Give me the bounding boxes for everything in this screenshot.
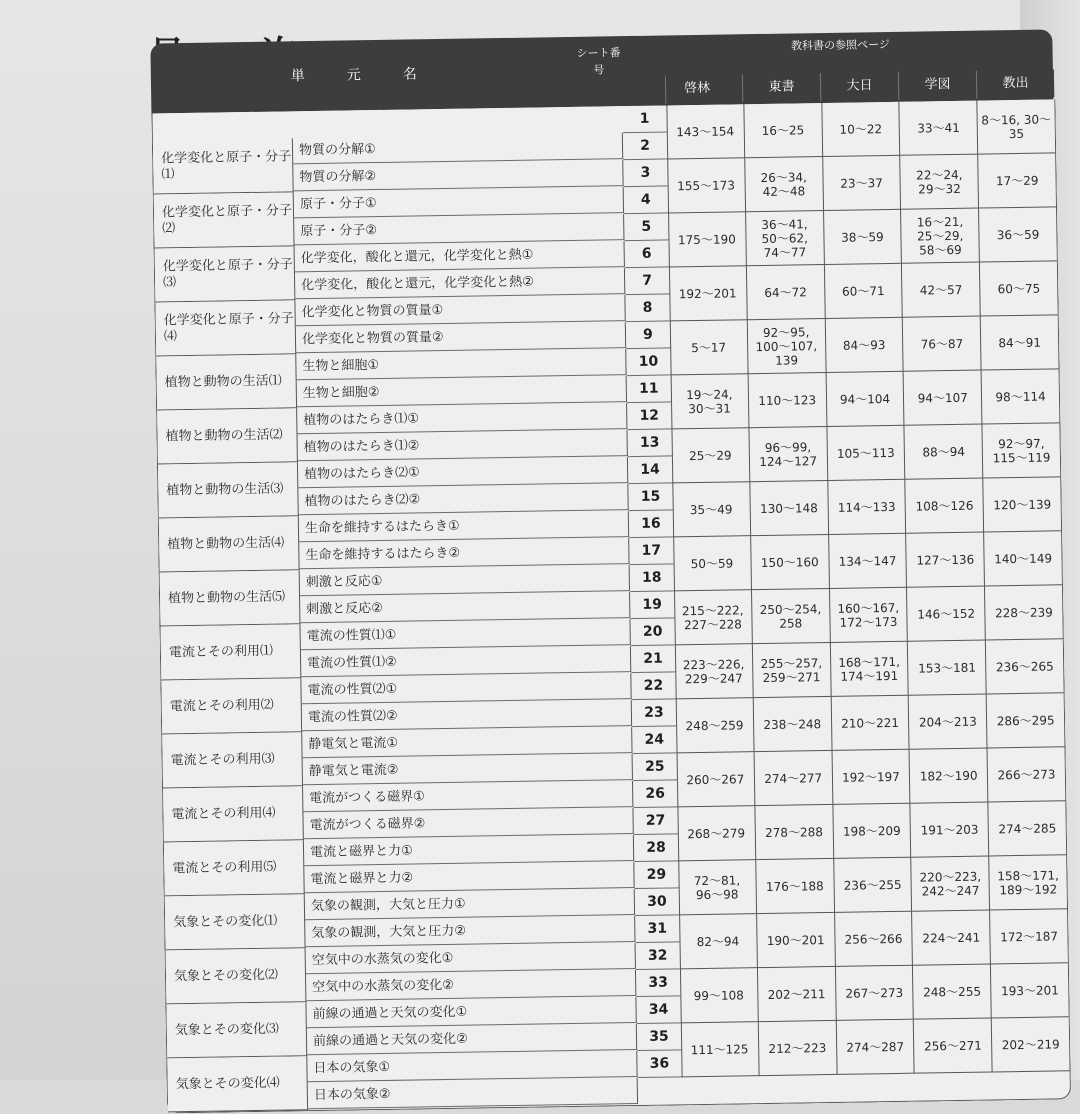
topic-title: 電流と磁界と力② xyxy=(304,862,634,893)
sheet-number: 20 xyxy=(630,618,675,646)
unit-name: 気象とその変化⑵ xyxy=(166,948,307,1004)
header-publisher-kyoiku-shuppan: 教出 xyxy=(976,69,1054,98)
reference-pages-row xyxy=(669,261,1058,321)
sheet-number: 11 xyxy=(627,375,672,403)
topic-title: 生物と細胞② xyxy=(297,376,627,407)
reference-pages-row xyxy=(675,639,1064,699)
reference-page-cell: 228〜239 xyxy=(985,585,1063,640)
reference-page-cell: 111〜125 xyxy=(681,1022,760,1077)
reference-page-cell: 114〜133 xyxy=(828,480,907,535)
reference-page-cell: 274〜287 xyxy=(836,1020,915,1075)
sheet-number: 28 xyxy=(634,834,679,862)
sheet-number: 18 xyxy=(630,564,675,592)
reference-page-cell: 16〜25 xyxy=(744,103,823,158)
topic-title: 植物のはたらき⑵② xyxy=(298,484,628,515)
topic-title: 化学変化と物質の質量② xyxy=(296,322,626,353)
reference-page-cell: 220〜223, 242〜247 xyxy=(912,856,991,911)
reference-page-cell: 256〜271 xyxy=(914,1018,993,1073)
reference-page-cell: 108〜126 xyxy=(906,479,985,534)
sheet-number: 9 xyxy=(626,321,671,349)
reference-page-cell: 92〜97, 115〜119 xyxy=(983,423,1061,478)
reference-page-cell: 248〜255 xyxy=(913,964,992,1019)
sheet-number: 8 xyxy=(625,294,670,322)
topic-title: 生命を維持するはたらき② xyxy=(299,538,629,569)
reference-pages-row xyxy=(680,963,1069,1023)
sheet-number: 17 xyxy=(629,537,674,565)
topic-title: 電流の性質⑴① xyxy=(300,619,630,650)
reference-pages-row xyxy=(678,855,1067,915)
reference-page-cell: 250〜254, 258 xyxy=(752,589,831,644)
sheet-number: 13 xyxy=(627,429,672,457)
reference-pages-row xyxy=(671,423,1060,483)
reference-pages-row xyxy=(674,585,1063,645)
reference-page-cell: 130〜148 xyxy=(750,481,829,536)
reference-pages-row xyxy=(667,153,1056,213)
reference-page-cell: 33〜41 xyxy=(900,101,979,156)
reference-page-cell: 5〜17 xyxy=(670,320,749,375)
reference-page-cell: 26〜34, 42〜48 xyxy=(745,157,824,212)
reference-page-cell: 202〜219 xyxy=(992,1017,1070,1072)
reference-page-cell: 176〜188 xyxy=(756,859,835,914)
reference-page-cell: 25〜29 xyxy=(671,428,750,483)
reference-page-cell: 193〜201 xyxy=(991,963,1069,1018)
topic-title: 化学変化，酸化と還元，化学変化と熱① xyxy=(295,241,625,272)
reference-page-cell: 94〜107 xyxy=(904,371,983,426)
sheet-number: 6 xyxy=(625,240,670,268)
reference-page-cell: 60〜75 xyxy=(980,261,1058,316)
topic-title: 日本の気象② xyxy=(308,1078,638,1109)
reference-page-cell: 38〜59 xyxy=(824,210,903,265)
sheet-number: 30 xyxy=(635,888,680,916)
reference-page-cell: 120〜139 xyxy=(983,477,1061,532)
reference-page-cell: 98〜114 xyxy=(982,369,1060,424)
topic-title: 前線の通過と天気の変化② xyxy=(307,1024,637,1055)
topic-title: 日本の気象① xyxy=(307,1051,637,1082)
reference-page-cell: 223〜226, 229〜247 xyxy=(675,644,754,699)
header-publisher-dainippon: 大日 xyxy=(820,72,898,101)
contents-table xyxy=(122,9,1060,1104)
reference-pages-row xyxy=(679,909,1068,969)
reference-page-cell: 88〜94 xyxy=(905,425,984,480)
sheet-number: 1 xyxy=(622,105,667,133)
topic-title: 気象の観測，大気と圧力② xyxy=(305,916,635,947)
sheet-number: 3 xyxy=(623,159,668,187)
unit-name: 化学変化と原子・分子⑶ xyxy=(155,246,296,302)
sheet-number: 16 xyxy=(629,510,674,538)
sheet-number: 19 xyxy=(630,591,675,619)
reference-page-cell: 22〜24, 29〜32 xyxy=(901,155,980,210)
sheet-number: 2 xyxy=(623,132,668,160)
unit-name: 電流とその利用⑵ xyxy=(161,678,302,734)
topic-title: 電流の性質⑵② xyxy=(302,700,632,731)
sheet-number: 33 xyxy=(636,969,681,997)
sheet-number: 36 xyxy=(637,1050,682,1078)
reference-page-cell: 60〜71 xyxy=(824,264,903,319)
unit-name: 化学変化と原子・分子⑷ xyxy=(155,300,296,356)
unit-name: 植物と動物の生活⑸ xyxy=(160,570,301,626)
topic-title: 生物と細胞① xyxy=(296,349,626,380)
topic-title: 物質の分解② xyxy=(293,160,623,191)
sheet-number: 10 xyxy=(626,348,671,376)
reference-page-cell: 238〜248 xyxy=(753,697,832,752)
reference-page-cell: 84〜93 xyxy=(825,318,904,373)
sheet-number: 27 xyxy=(633,807,678,835)
reference-pages-row xyxy=(681,1017,1070,1077)
reference-page-cell: 215〜222, 227〜228 xyxy=(674,590,753,645)
reference-page-cell: 36〜41, 50〜62, 74〜77 xyxy=(746,211,825,266)
topic-title: 電流の性質⑴② xyxy=(301,646,631,677)
reference-pages-row xyxy=(671,369,1060,429)
reference-page-cell: 212〜223 xyxy=(759,1021,838,1076)
unit-name: 気象とその変化⑴ xyxy=(165,894,306,950)
reference-pages-row xyxy=(677,801,1066,861)
reference-page-cell: 190〜201 xyxy=(757,913,836,968)
reference-pages-row xyxy=(666,99,1055,159)
unit-name: 化学変化と原子・分子⑵ xyxy=(154,192,295,248)
reference-page-cell: 236〜255 xyxy=(834,858,913,913)
reference-page-cell: 76〜87 xyxy=(903,317,982,372)
sheet-number: 23 xyxy=(632,699,677,727)
reference-page-cell: 172〜187 xyxy=(990,909,1068,964)
reference-page-cell: 72〜81, 96〜98 xyxy=(678,860,757,915)
reference-page-cell: 99〜108 xyxy=(680,968,759,1023)
reference-page-cell: 175〜190 xyxy=(668,212,747,267)
reference-page-cell: 110〜123 xyxy=(748,373,827,428)
reference-page-cell: 8〜16, 30〜35 xyxy=(978,99,1056,154)
topic-title: 空気中の水蒸気の変化② xyxy=(306,970,636,1001)
unit-name: 植物と動物の生活⑷ xyxy=(159,516,300,572)
table-body xyxy=(151,99,1071,1113)
reference-page-cell: 92〜95, 100〜107, 139 xyxy=(748,319,827,374)
topic-title: 静電気と電流① xyxy=(302,727,632,758)
sheet-number: 15 xyxy=(628,483,673,511)
sheet-number: 14 xyxy=(628,456,673,484)
reference-page-cell: 96〜99, 124〜127 xyxy=(749,427,828,482)
topic-title: 原子・分子① xyxy=(294,187,624,218)
reference-page-cell: 202〜211 xyxy=(758,967,837,1022)
unit-name: 気象とその変化⑷ xyxy=(167,1056,308,1112)
reference-page-cell: 150〜160 xyxy=(751,535,830,590)
topic-title: 電流の性質⑵① xyxy=(301,673,631,704)
reference-page-cell: 204〜213 xyxy=(909,694,988,749)
topic-title: 生命を維持するはたらき① xyxy=(299,511,629,542)
reference-page-cell: 50〜59 xyxy=(673,536,752,591)
topic-title: 電流がつくる磁界② xyxy=(303,808,633,839)
reference-page-cell: 192〜201 xyxy=(669,266,748,321)
reference-page-cell: 158〜171, 189〜192 xyxy=(989,855,1067,910)
reference-page-cell: 16〜21, 25〜29, 58〜69 xyxy=(901,209,980,264)
topic-title: 植物のはたらき⑵① xyxy=(298,457,628,488)
reference-pages-row xyxy=(670,315,1059,375)
sheet-number: 34 xyxy=(636,996,681,1024)
unit-name: 気象とその変化⑶ xyxy=(166,1002,307,1058)
reference-page-cell: 198〜209 xyxy=(833,804,912,859)
header-reference-pages: 教科書の参照ページ xyxy=(790,37,890,53)
header-publisher-gakuto: 学図 xyxy=(898,71,976,100)
reference-page-cell: 210〜221 xyxy=(831,696,910,751)
reference-pages-row xyxy=(677,747,1066,807)
header-sheet-number: シート番号 xyxy=(576,46,621,77)
unit-name: 植物と動物の生活⑴ xyxy=(156,354,297,410)
topic-title: 電流と磁界と力① xyxy=(304,835,634,866)
reference-page-cell: 105〜113 xyxy=(827,426,906,481)
unit-name: 化学変化と原子・分子⑴ xyxy=(153,138,294,194)
reference-page-cell: 23〜37 xyxy=(823,156,902,211)
reference-page-cell: 17〜29 xyxy=(978,153,1056,208)
reference-page-cell: 266〜273 xyxy=(988,747,1066,802)
sheet-number: 26 xyxy=(633,780,678,808)
topic-title: 静電気と電流② xyxy=(303,754,633,785)
reference-page-cell: 82〜94 xyxy=(679,914,758,969)
unit-name: 植物と動物の生活⑵ xyxy=(157,408,298,464)
reference-page-cell: 153〜181 xyxy=(908,641,987,696)
reference-page-cell: 268〜279 xyxy=(677,806,756,861)
reference-page-cell: 192〜197 xyxy=(832,750,911,805)
topic-title: 刺激と反応① xyxy=(300,565,630,596)
topic-title: 気象の観測，大気と圧力① xyxy=(305,889,635,920)
topic-title: 原子・分子② xyxy=(294,214,624,245)
reference-pages-row xyxy=(673,531,1062,591)
sheet-number: 24 xyxy=(632,726,677,754)
sheet-number: 31 xyxy=(635,915,680,943)
reference-page-cell: 191〜203 xyxy=(911,802,990,857)
reference-pages-row xyxy=(672,477,1061,537)
reference-page-cell: 94〜104 xyxy=(826,372,905,427)
reference-page-cell: 10〜22 xyxy=(822,102,901,157)
topic-title: 植物のはたらき⑴① xyxy=(297,403,627,434)
reference-page-cell: 267〜273 xyxy=(836,966,915,1021)
topic-title: 空気中の水蒸気の変化① xyxy=(306,943,636,974)
reference-page-cell: 64〜72 xyxy=(747,265,826,320)
reference-pages-row xyxy=(676,693,1065,753)
header-unit-name: 単 元 名 xyxy=(290,66,431,85)
sheet-number: 21 xyxy=(631,645,676,673)
topic-title: 植物のはたらき⑴② xyxy=(298,430,628,461)
reference-page-cell: 19〜24, 30〜31 xyxy=(671,374,750,429)
topic-title: 前線の通過と天気の変化① xyxy=(306,997,636,1028)
header-publisher-keirin: 啓林 xyxy=(665,74,728,103)
reference-page-cell: 36〜59 xyxy=(979,207,1057,262)
reference-page-cell: 274〜285 xyxy=(989,801,1067,856)
sheet-number: 32 xyxy=(636,942,681,970)
reference-page-cell: 143〜154 xyxy=(666,104,745,159)
sheet-number: 25 xyxy=(633,753,678,781)
topic-title: 化学変化，酸化と還元，化学変化と熱② xyxy=(295,268,625,299)
reference-page-cell: 42〜57 xyxy=(902,263,981,318)
reference-page-cell: 255〜257, 259〜271 xyxy=(753,643,832,698)
sheet-number: 5 xyxy=(624,213,669,241)
reference-page-cell: 274〜277 xyxy=(754,751,833,806)
unit-name: 電流とその利用⑷ xyxy=(163,786,304,842)
reference-page-cell: 127〜136 xyxy=(907,533,986,588)
unit-name: 電流とその利用⑶ xyxy=(162,732,303,788)
reference-page-cell: 278〜288 xyxy=(755,805,834,860)
header-publisher-tosho: 東書 xyxy=(742,73,820,102)
reference-page-cell: 224〜241 xyxy=(912,910,991,965)
sheet-number: 22 xyxy=(631,672,676,700)
reference-page-cell: 35〜49 xyxy=(672,482,751,537)
unit-name: 電流とその利用⑸ xyxy=(164,840,305,896)
sheet-number: 4 xyxy=(624,186,669,214)
unit-name: 電流とその利用⑴ xyxy=(160,624,301,680)
reference-page-cell: 260〜267 xyxy=(677,752,756,807)
sheet-number: 12 xyxy=(627,402,672,430)
reference-page-cell: 168〜171, 174〜191 xyxy=(830,642,909,697)
reference-page-cell: 182〜190 xyxy=(910,748,989,803)
sheet-number: 35 xyxy=(637,1023,682,1051)
reference-page-cell: 160〜167, 172〜173 xyxy=(830,588,909,643)
unit-name: 植物と動物の生活⑶ xyxy=(158,462,299,518)
reference-page-cell: 236〜265 xyxy=(986,639,1064,694)
reference-page-cell: 84〜91 xyxy=(981,315,1059,370)
reference-page-cell: 248〜259 xyxy=(676,698,755,753)
reference-page-cell: 134〜147 xyxy=(829,534,908,589)
reference-page-cell: 146〜152 xyxy=(907,587,986,642)
reference-pages-row xyxy=(668,207,1057,267)
sheet-number: 7 xyxy=(625,267,670,295)
sheet-number: 29 xyxy=(634,861,679,889)
topic-title: 電流がつくる磁界① xyxy=(303,781,633,812)
topic-title: 物質の分解① xyxy=(293,133,623,164)
reference-page-cell: 140〜149 xyxy=(984,531,1062,586)
reference-page-cell: 256〜266 xyxy=(835,912,914,967)
topic-title: 刺激と反応② xyxy=(300,592,630,623)
reference-page-cell: 155〜173 xyxy=(667,158,746,213)
topic-title: 化学変化と物質の質量① xyxy=(295,295,625,326)
reference-page-cell: 286〜295 xyxy=(987,693,1065,748)
